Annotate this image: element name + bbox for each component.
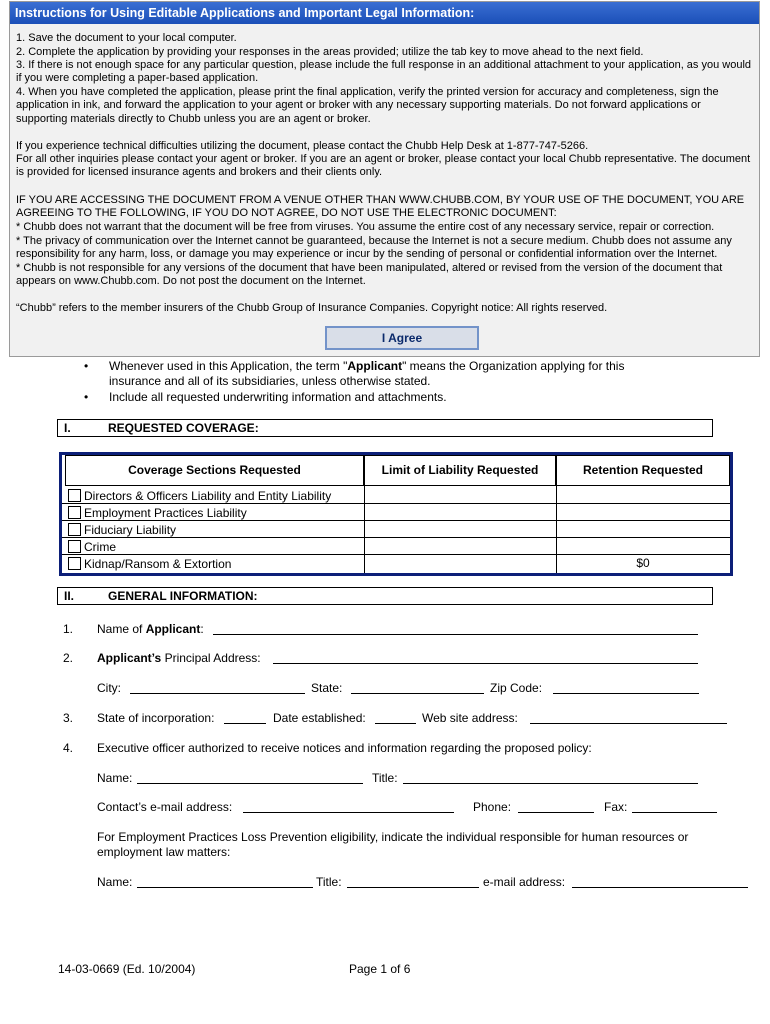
hr-name-label: Name: [97,875,133,889]
principal-address-field[interactable] [273,651,698,664]
hr-title-field[interactable] [347,875,479,888]
coverage-checkbox-do[interactable] [68,489,81,502]
coverage-checkbox-fiduciary[interactable] [68,523,81,536]
hr-name-field[interactable] [137,875,313,888]
website-label: Web site address: [422,711,518,725]
coverage-label: Employment Practices Liability [84,506,247,520]
retention-field-epl[interactable] [557,504,729,519]
table-row [68,488,331,504]
underwriting-instruction: Include all requested underwriting information and attachments. [109,390,447,404]
column-header-coverage: Coverage Sections Requested [65,455,364,486]
legal-notice-heading: IF YOU ARE ACCESSING THE DOCUMENT FROM A VENUE OTHER THAN WWW.CHUBB.COM, BY YOUR USE OF THE DOCUMENT, YOU ARE AGREEING TO THE FOLLOWING, IF YOU DO NOT AGREE, DO NOT USE THE ELECTRONIC DOCUMENT: [16,194,745,220]
hr-email-label: e-mail address: [483,875,566,889]
bullet-glyph: • [84,359,89,373]
officer-title-field[interactable] [403,771,698,784]
limit-field-crime[interactable] [365,538,555,553]
state-label: State: [311,681,343,695]
incorporation-label: State of incorporation: [97,711,215,725]
instructions-dialog [9,1,760,357]
label-text: : [200,622,204,636]
instruction-step-2: 2. Complete the application by providing your responses in the areas provided; utilize the tab key to move ahead to the next field. [16,46,644,58]
contact-email-label: Contact’s e-mail address: [97,800,233,814]
applicant-name-label [97,622,204,636]
date-established-field[interactable] [375,711,416,724]
retention-field-crime[interactable] [557,538,729,553]
label-bold: Applicant [145,622,201,636]
coverage-label: Crime [84,540,116,554]
officer-title-label: Title: [372,771,398,785]
website-field[interactable] [530,711,727,724]
phone-field[interactable] [518,800,594,813]
section-number: II. [64,589,75,603]
contact-email-field[interactable] [243,800,454,813]
zip-label: Zip Code: [490,681,543,695]
officer-name-label: Name: [97,771,133,785]
help-desk-text: If you experience technical difficulties utilizing the document, please contact the Chubb Help Desk at 1-877-747-5266. [16,140,589,152]
virus-disclaimer: * Chubb does not warrant that the document will be free from viruses. You assume the entire cost of any necessary service, repair or correction. [16,221,715,233]
instruction-step-4: 4. When you have completed the application, please print the final application, verify the printed version for accuracy and completeness, sign the application in ink, and forward the application to your agent or broker with any necessary supporting materials. Do not forward applications or supporting materials directly to Chubb unless you are an agent or broker. [16,86,719,125]
instruction-step-3: 3. If there is not enough space for any particular question, please include the full response in an additional attachment to your application, as you would if you were completing a paper-based application. [16,59,752,85]
applicant-term: Applicant [347,359,403,373]
table-row [68,539,116,555]
label-text: Name of [97,622,146,636]
zip-field[interactable] [553,681,699,694]
executive-officer-label: Executive officer authorized to receive notices and information regarding the proposed policy: [97,741,592,755]
applicant-name-field[interactable] [213,622,698,635]
retention-field-fiduciary[interactable] [557,521,729,536]
limit-field-epl[interactable] [365,504,555,519]
table-row [68,505,247,521]
coverage-label: Kidnap/Ransom & Extortion [84,557,232,571]
limit-field-fiduciary[interactable] [365,521,555,536]
applicant-definition-pre: Whenever used in this Application, the term " [109,359,348,373]
inquiries-text: For all other inquiries please contact your agent or broker. If you are an agent or broker, please contact your local Chubb representative. The document is provided for licensed insurance agents and brokers and their clients only. [16,153,751,179]
date-established-label: Date established: [273,711,366,725]
form-number: 14-03-0669 (Ed. 10/2004) [58,962,196,976]
instruction-step-1: 1. Save the document to your local computer. [16,32,237,44]
column-header-retention: Retention Requested [556,455,730,486]
section-title: GENERAL INFORMATION: [108,589,258,603]
label-text: Principal Address: [161,651,261,665]
city-label: City: [97,681,121,695]
table-row [68,556,231,572]
section-requested-coverage [57,419,713,437]
limit-field-do[interactable] [365,487,555,502]
epl-eligibility-text: For Employment Practices Loss Prevention eligibility, indicate the individual responsible for human resources or employment law matters: [97,830,689,859]
section-title: REQUESTED COVERAGE: [108,421,259,435]
table-row [68,522,176,538]
hr-title-label: Title: [316,875,342,889]
phone-label: Phone: [473,800,512,814]
applicant-definition-post: " means the Organization applying for this insurance and all of its subsidiaries, unless otherwise stated. [109,359,625,388]
principal-address-label [97,651,261,665]
dialog-title: Instructions for Using Editable Applications and Important Legal Information: [10,2,759,24]
section-number: I. [64,421,71,435]
coverage-label: Directors & Officers Liability and Entity Liability [84,489,332,503]
coverage-table [59,452,733,576]
coverage-label: Fiduciary Liability [84,523,177,537]
copyright-notice: “Chubb” refers to the member insurers of the Chubb Group of Insurance Companies. Copyright notice: All rights reserved. [16,302,608,314]
label-bold: Applicant’s [97,651,162,665]
retention-field-kidnap[interactable]: $0 [636,556,650,570]
coverage-checkbox-kidnap[interactable] [68,557,81,570]
section-general-information [57,587,713,605]
fax-field[interactable] [632,800,717,813]
applicant-definition [109,359,669,389]
officer-name-field[interactable] [137,771,363,784]
city-field[interactable] [130,681,305,694]
retention-field-do[interactable] [557,487,729,502]
limit-field-kidnap[interactable] [365,555,555,571]
hr-email-field[interactable] [572,875,748,888]
question-number: 2. [63,651,74,665]
privacy-disclaimer: * The privacy of communication over the Internet cannot be guaranteed, because the Internet is not a secure medium. Chubb does not assume any responsibility for any harm, loss, or damage you may experience or incur by the sending of personal or confidential information over the Internet. [16,235,732,261]
question-number: 3. [63,711,74,725]
column-header-limit: Limit of Liability Requested [364,455,556,486]
coverage-checkbox-crime[interactable] [68,540,81,553]
versions-disclaimer: * Chubb is not responsible for any versions of the document that have been manipulated, altered or revised from the version of the document that appears on www.Chubb.com. Do not post the document on the Internet. [16,262,723,288]
bullet-glyph: • [84,390,89,404]
incorporation-field[interactable] [224,711,266,724]
page-number: Page 1 of 6 [349,962,411,976]
question-number: 1. [63,622,74,636]
coverage-checkbox-epl[interactable] [68,506,81,519]
state-field[interactable] [351,681,484,694]
i-agree-button[interactable]: I Agree [325,326,479,350]
question-number: 4. [63,741,74,755]
fax-label: Fax: [604,800,628,814]
